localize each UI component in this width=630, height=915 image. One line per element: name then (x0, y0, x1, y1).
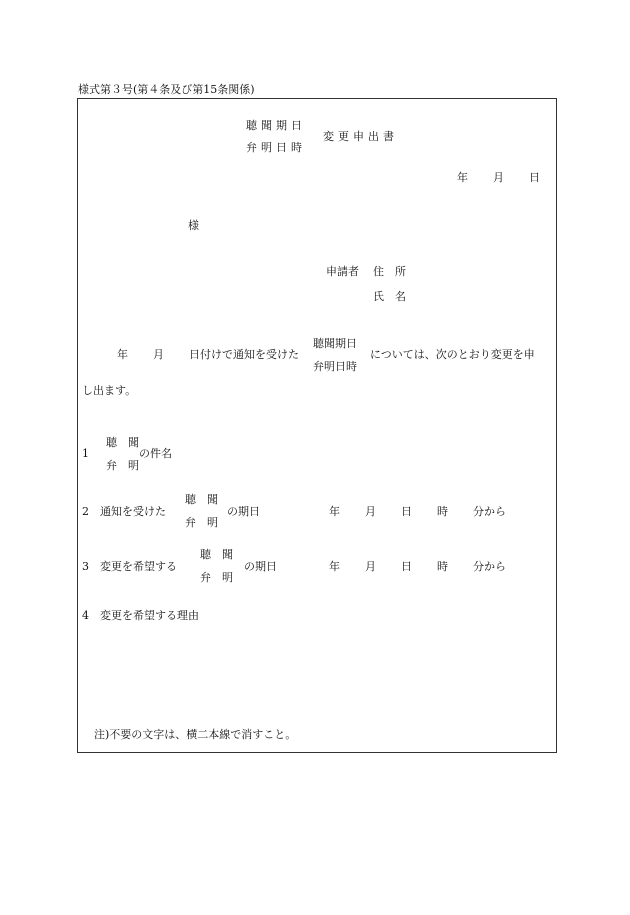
body-notified-phrase: 日付けで通知を受けた (189, 348, 299, 361)
body-year: 年 (117, 348, 128, 361)
item-3-alt-bottom: 弁 明 (200, 571, 233, 584)
addressee-suffix: 様 (188, 219, 199, 232)
body-after-phrase: については、次のとおり変更を申 (370, 348, 535, 361)
applicant-label: 申請者 (326, 265, 359, 278)
item-3-month: 月 (365, 560, 376, 573)
date-year: 年 (457, 171, 468, 184)
item-1-alt-top: 聴 聞 (106, 436, 139, 449)
item-2-minute: 分から (473, 505, 506, 518)
item-2-alt-top: 聴 聞 (185, 493, 218, 506)
item-2-suffix: の期日 (227, 505, 260, 518)
date-month: 月 (493, 171, 504, 184)
item-2-day: 日 (401, 505, 412, 518)
item-2-hour: 時 (437, 505, 448, 518)
body-alt-top: 聴聞期日 (313, 337, 357, 350)
applicant-address-label: 住 所 (373, 265, 406, 278)
date-day: 日 (529, 171, 540, 184)
item-1-suffix: の件名 (139, 447, 172, 460)
title-main: 変更申出書 (323, 130, 398, 143)
item-3-number: 3 (82, 560, 89, 573)
item-3-prefix: 変更を希望する (100, 560, 177, 573)
item-2-number: 2 (82, 505, 89, 518)
body-alt-bottom: 弁明日時 (313, 360, 357, 373)
form-box (77, 98, 557, 753)
note: 注)不要の文字は、横二本線で消すこと。 (94, 728, 297, 741)
item-2-alt-bottom: 弁 明 (185, 516, 218, 529)
body-month: 月 (153, 348, 164, 361)
item-3-year: 年 (329, 560, 340, 573)
item-2-year: 年 (329, 505, 340, 518)
title-alt-bottom: 弁明日時 (246, 141, 306, 154)
applicant-name-label: 氏 名 (373, 290, 406, 303)
item-3-suffix: の期日 (244, 560, 277, 573)
title-alt-top: 聴聞期日 (246, 119, 306, 132)
form-caption: 様式第３号(第４条及び第15条関係) (78, 83, 255, 96)
item-4-prefix: 変更を希望する理由 (100, 609, 199, 622)
item-3-alt-top: 聴 聞 (200, 548, 233, 561)
item-4-number: 4 (82, 609, 89, 622)
item-3-day: 日 (401, 560, 412, 573)
body-continuation: し出ます。 (82, 384, 137, 397)
item-2-prefix: 通知を受けた (100, 505, 166, 518)
item-2-month: 月 (365, 505, 376, 518)
item-3-minute: 分から (473, 560, 506, 573)
item-1-number: 1 (82, 447, 89, 460)
item-1-alt-bottom: 弁 明 (106, 459, 139, 472)
item-3-hour: 時 (437, 560, 448, 573)
